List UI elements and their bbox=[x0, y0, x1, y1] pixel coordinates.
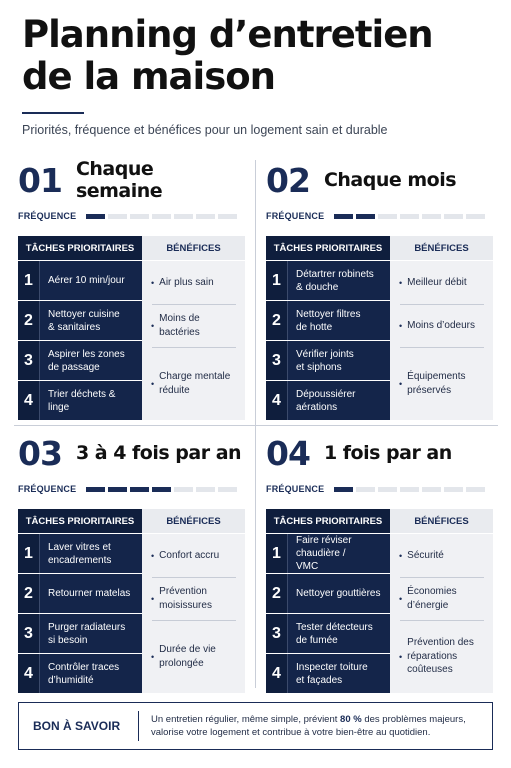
task-label bbox=[40, 341, 142, 380]
frequency-segment bbox=[422, 487, 441, 492]
frequency-segment bbox=[196, 487, 215, 492]
bullet-icon: • bbox=[151, 320, 155, 331]
benefit-item bbox=[142, 620, 245, 693]
task-number: 3 bbox=[18, 341, 40, 380]
task-row bbox=[18, 261, 142, 300]
frequency-segment bbox=[196, 214, 215, 219]
frequency-segment bbox=[152, 487, 171, 492]
benefit-label-line1: Durée de vie bbox=[159, 644, 216, 655]
benefit-label bbox=[407, 276, 466, 290]
benefits-header: BÉNÉFICES bbox=[142, 236, 245, 260]
page-title-line1: Planning d’entretien bbox=[22, 13, 433, 56]
benefit-label-line1: Sécurité bbox=[407, 549, 444, 561]
benefit-label-line2: réparations coûteuses bbox=[407, 650, 458, 676]
frequency-segment bbox=[130, 214, 149, 219]
task-label-line1: Contrôler traces bbox=[48, 661, 120, 673]
task-number: 4 bbox=[18, 381, 40, 420]
benefits-header: BÉNÉFICES bbox=[390, 236, 493, 260]
benefit-list bbox=[390, 261, 493, 420]
task-label bbox=[288, 301, 390, 340]
task-label-line1: Purger radiateurs bbox=[48, 621, 126, 633]
frequency-label: FRÉQUENCE bbox=[18, 211, 77, 221]
benefit-item bbox=[390, 620, 493, 693]
bullet-icon: • bbox=[151, 378, 155, 389]
benefit-label-line1: Meilleur débit bbox=[407, 276, 467, 288]
task-row bbox=[266, 301, 390, 340]
frequency-segment bbox=[86, 214, 105, 219]
task-label bbox=[40, 261, 142, 300]
benefit-label-line2: moisissures bbox=[159, 599, 212, 611]
benefit-label bbox=[159, 585, 212, 612]
bullet-icon: • bbox=[399, 651, 403, 662]
task-row bbox=[18, 574, 142, 613]
task-list bbox=[18, 534, 142, 694]
task-number: 1 bbox=[266, 261, 288, 300]
frequency-indicator bbox=[266, 210, 493, 222]
task-label-line1: Détartrer robinets bbox=[296, 268, 374, 280]
task-label bbox=[288, 654, 390, 693]
benefit-label bbox=[407, 636, 489, 677]
frequency-segment bbox=[218, 214, 237, 219]
table-header bbox=[18, 509, 245, 533]
task-label bbox=[40, 301, 142, 340]
task-number: 4 bbox=[266, 654, 288, 693]
section-header bbox=[18, 433, 241, 473]
benefit-label bbox=[407, 370, 465, 397]
page-subtitle: Priorités, fréquence et bénéfices pour un logement sain et durable bbox=[22, 123, 388, 137]
task-label-line2: et façades bbox=[296, 674, 343, 686]
task-label bbox=[40, 614, 142, 653]
task-list bbox=[266, 261, 390, 421]
task-row bbox=[18, 614, 142, 653]
task-label-line2: de hotte bbox=[296, 321, 333, 333]
benefit-label-line1: Charge mentale bbox=[159, 371, 231, 382]
frequency-segment bbox=[108, 487, 127, 492]
task-row bbox=[266, 261, 390, 300]
task-row bbox=[266, 654, 390, 693]
benefit-label bbox=[159, 276, 213, 290]
task-label bbox=[288, 261, 390, 300]
tip-box bbox=[18, 702, 493, 750]
frequency-bar bbox=[86, 487, 237, 492]
page-title bbox=[22, 14, 433, 98]
task-number: 3 bbox=[266, 614, 288, 653]
benefit-item bbox=[390, 534, 493, 577]
section-title: Chaque semaine bbox=[75, 158, 163, 202]
bullet-icon: • bbox=[399, 550, 403, 561]
benefit-label-line1: Confort accru bbox=[159, 549, 220, 561]
benefit-list bbox=[390, 534, 493, 693]
task-row bbox=[18, 381, 142, 420]
bullet-icon: • bbox=[151, 550, 155, 561]
benefit-item bbox=[390, 347, 493, 420]
task-label-line2: VMC bbox=[296, 561, 319, 572]
section-title: Chaque mois bbox=[323, 169, 457, 191]
section-number: 04 bbox=[266, 433, 310, 473]
task-row bbox=[18, 301, 142, 340]
frequency-indicator bbox=[18, 210, 245, 222]
tip-text-line2: valorise votre logement et contribue à votre bien-être au quotidien. bbox=[151, 727, 431, 738]
task-number: 2 bbox=[18, 574, 40, 613]
frequency-segment bbox=[466, 487, 485, 492]
task-label-line1: Retourner matelas bbox=[48, 588, 131, 599]
benefit-item bbox=[142, 304, 245, 347]
section-title: 1 fois par an bbox=[323, 442, 452, 464]
bullet-icon: • bbox=[399, 378, 403, 389]
tip-highlight: 80 % bbox=[340, 714, 362, 725]
task-number: 2 bbox=[266, 574, 288, 613]
tip-text bbox=[139, 713, 479, 739]
task-label bbox=[40, 574, 142, 613]
benefit-label bbox=[407, 549, 444, 563]
benefit-label-line1: Prévention des bbox=[407, 637, 474, 649]
benefit-label-line2: réduite bbox=[159, 384, 190, 396]
benefit-label-line2: prolongée bbox=[159, 657, 204, 669]
benefit-list bbox=[142, 534, 245, 693]
section-header bbox=[18, 160, 245, 200]
benefit-label bbox=[407, 585, 456, 612]
tasks-header: TÂCHES PRIORITAIRES bbox=[18, 509, 142, 533]
benefit-label bbox=[159, 643, 216, 670]
task-label-line2: d’humidité bbox=[48, 674, 94, 686]
task-label-line1: Trier déchets & linge bbox=[48, 388, 116, 413]
frequency-bar bbox=[86, 214, 237, 219]
task-label-line1: Tester détecteurs bbox=[296, 621, 373, 633]
tip-text-end: des problèmes majeurs, bbox=[361, 714, 466, 725]
frequency-bar bbox=[334, 214, 485, 219]
task-label-line1: Aérer 10 min/jour bbox=[48, 275, 125, 286]
task-label-line2: encadrements bbox=[48, 554, 112, 566]
benefits-header: BÉNÉFICES bbox=[142, 509, 245, 533]
task-row bbox=[266, 574, 390, 613]
task-row bbox=[18, 654, 142, 693]
benefit-label bbox=[407, 319, 475, 333]
task-number: 1 bbox=[18, 534, 40, 573]
task-number: 3 bbox=[266, 341, 288, 380]
task-label-line2: de passage bbox=[48, 361, 100, 373]
tip-text-start: Un entretien régulier, même simple, prévient bbox=[151, 714, 341, 725]
section-header bbox=[266, 160, 456, 200]
benefit-item bbox=[390, 577, 493, 620]
task-label bbox=[288, 534, 390, 573]
task-table bbox=[266, 509, 493, 693]
task-label-line1: Inspecter toiture bbox=[296, 661, 368, 673]
section-title: 3 à 4 fois par an bbox=[75, 442, 242, 464]
benefit-label-line1: Économies bbox=[407, 586, 457, 597]
task-label-line2: et siphons bbox=[296, 361, 342, 373]
task-label bbox=[40, 654, 142, 693]
section-header bbox=[266, 433, 452, 473]
task-label-line1: Faire réviser chaudière / bbox=[296, 535, 352, 559]
task-row bbox=[266, 534, 390, 573]
benefit-label bbox=[159, 549, 219, 563]
task-label bbox=[40, 381, 142, 420]
frequency-label: FRÉQUENCE bbox=[266, 484, 325, 494]
task-label-line2: de fumée bbox=[296, 634, 338, 646]
frequency-segment bbox=[356, 214, 375, 219]
benefit-item bbox=[390, 261, 493, 304]
title-underline bbox=[22, 112, 84, 114]
frequency-bar bbox=[334, 487, 485, 492]
benefit-label-line1: Air plus sain bbox=[159, 276, 214, 288]
bullet-icon: • bbox=[399, 320, 403, 331]
frequency-segment bbox=[422, 214, 441, 219]
tasks-header: TÂCHES PRIORITAIRES bbox=[18, 236, 142, 260]
task-number: 2 bbox=[18, 301, 40, 340]
vertical-divider bbox=[255, 160, 256, 688]
task-label bbox=[288, 381, 390, 420]
frequency-segment bbox=[444, 487, 463, 492]
task-list bbox=[266, 534, 390, 694]
page-title-line2: de la maison bbox=[22, 55, 275, 98]
task-row bbox=[266, 381, 390, 420]
benefit-label-line1: Moins de bactéries bbox=[159, 313, 200, 338]
benefit-item bbox=[142, 261, 245, 304]
frequency-segment bbox=[400, 487, 419, 492]
task-list bbox=[18, 261, 142, 421]
benefit-list bbox=[142, 261, 245, 420]
task-table bbox=[18, 509, 245, 693]
task-number: 4 bbox=[266, 381, 288, 420]
frequency-segment bbox=[86, 487, 105, 492]
benefit-item bbox=[142, 534, 245, 577]
task-row bbox=[266, 341, 390, 380]
tasks-header: TÂCHES PRIORITAIRES bbox=[266, 509, 390, 533]
benefit-label-line2: d’énergie bbox=[407, 599, 449, 611]
bullet-icon: • bbox=[151, 651, 155, 662]
task-number: 1 bbox=[266, 534, 288, 573]
frequency-segment bbox=[466, 214, 485, 219]
section-number: 01 bbox=[18, 160, 62, 200]
horizontal-divider bbox=[14, 425, 498, 426]
frequency-segment bbox=[378, 487, 397, 492]
frequency-segment bbox=[174, 487, 193, 492]
bullet-icon: • bbox=[151, 593, 155, 604]
tip-label: BON À SAVOIR bbox=[33, 719, 121, 733]
frequency-segment bbox=[130, 487, 149, 492]
frequency-segment bbox=[152, 214, 171, 219]
frequency-indicator bbox=[266, 483, 493, 495]
section-number: 03 bbox=[18, 433, 62, 473]
task-number: 4 bbox=[18, 654, 40, 693]
frequency-label: FRÉQUENCE bbox=[266, 211, 325, 221]
bullet-icon: • bbox=[399, 277, 403, 288]
task-label-line1: Vérifier joints bbox=[296, 348, 354, 360]
task-label-line1: Nettoyer filtres bbox=[296, 308, 361, 320]
task-number: 1 bbox=[18, 261, 40, 300]
task-row bbox=[18, 341, 142, 380]
task-label-line1: Aspirer les zones bbox=[48, 348, 125, 360]
benefit-label-line1: Équipements bbox=[407, 371, 466, 382]
task-label-line2: si besoin bbox=[48, 634, 88, 646]
frequency-segment bbox=[218, 487, 237, 492]
task-number: 3 bbox=[18, 614, 40, 653]
task-table bbox=[18, 236, 245, 420]
bullet-icon: • bbox=[151, 277, 155, 288]
task-label bbox=[40, 534, 142, 573]
task-label bbox=[288, 574, 390, 613]
frequency-segment bbox=[444, 214, 463, 219]
frequency-indicator bbox=[18, 483, 245, 495]
frequency-segment bbox=[356, 487, 375, 492]
task-label-line2: aérations bbox=[296, 401, 338, 413]
benefits-header: BÉNÉFICES bbox=[390, 509, 493, 533]
frequency-segment bbox=[334, 487, 353, 492]
table-header bbox=[266, 509, 493, 533]
bullet-icon: • bbox=[399, 593, 403, 604]
task-row bbox=[266, 614, 390, 653]
task-label-line1: Dépoussiérer bbox=[296, 388, 356, 400]
task-label-line2: & douche bbox=[296, 281, 339, 293]
benefit-item bbox=[142, 577, 245, 620]
benefit-label-line2: préservés bbox=[407, 384, 452, 396]
task-label-line2: & sanitaires bbox=[48, 321, 101, 333]
task-number: 2 bbox=[266, 301, 288, 340]
benefit-label bbox=[159, 370, 230, 397]
tasks-header: TÂCHES PRIORITAIRES bbox=[266, 236, 390, 260]
benefit-label-line1: Prévention bbox=[159, 586, 207, 597]
frequency-segment bbox=[108, 214, 127, 219]
section-number: 02 bbox=[266, 160, 310, 200]
task-label bbox=[288, 614, 390, 653]
table-header bbox=[18, 236, 245, 260]
benefit-item bbox=[390, 304, 493, 347]
frequency-segment bbox=[378, 214, 397, 219]
benefit-item bbox=[142, 347, 245, 420]
task-table bbox=[266, 236, 493, 420]
table-header bbox=[266, 236, 493, 260]
frequency-segment bbox=[174, 214, 193, 219]
benefit-label-line1: Moins d’odeurs bbox=[407, 319, 475, 331]
task-label-line1: Nettoyer gouttières bbox=[296, 588, 381, 599]
task-row bbox=[18, 534, 142, 573]
task-label-line1: Nettoyer cuisine bbox=[48, 308, 120, 320]
frequency-segment bbox=[400, 214, 419, 219]
task-label-line1: Laver vitres et bbox=[48, 541, 111, 553]
benefit-label bbox=[159, 312, 241, 339]
frequency-label: FRÉQUENCE bbox=[18, 484, 77, 494]
frequency-segment bbox=[334, 214, 353, 219]
task-label bbox=[288, 341, 390, 380]
